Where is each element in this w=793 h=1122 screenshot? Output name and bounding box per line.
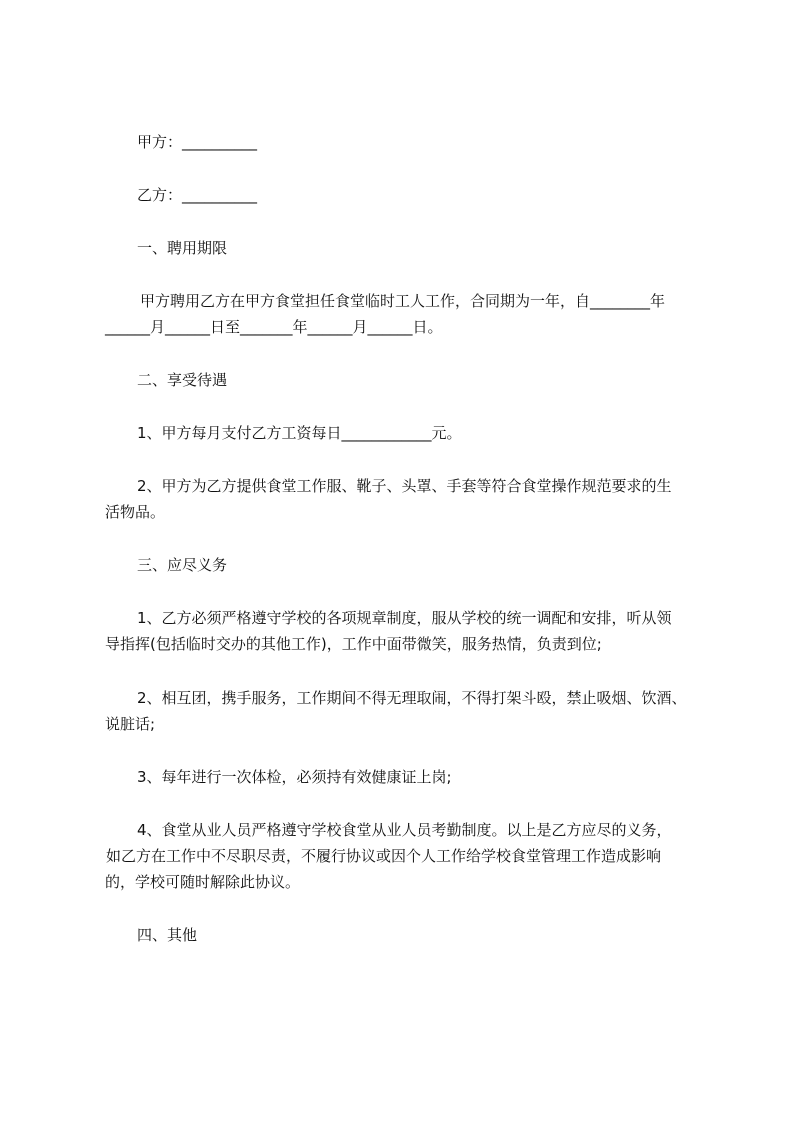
- paragraph-line: 2、相互团，携手服务，工作期间不得无理取闹，不得打架斗殴，禁止吸烟、饮酒、: [137, 689, 687, 707]
- section-heading: 三、应尽义务: [137, 556, 228, 574]
- party-b-line: 乙方：__________: [137, 186, 258, 204]
- section-heading: 四、其他: [137, 926, 198, 944]
- paragraph-line: 3、每年进行一次体检，必须持有效健康证上岗;: [137, 768, 452, 786]
- paragraph-line: 的，学校可随时解除此协议。: [105, 873, 301, 891]
- paragraph-line: 1、甲方每月支付乙方工资每日____________元。: [137, 424, 462, 442]
- paragraph-line: 1、乙方必须严格遵守学校的各项规章制度，服从学校的统一调配和安排，听从领: [137, 609, 672, 627]
- paragraph-line: 活物品。: [105, 503, 166, 521]
- paragraph-line: 4、食堂从业人员严格遵守学校食堂从业人员考勤制度。以上是乙方应尽的义务，: [137, 821, 672, 839]
- paragraph-line: 导指挥(包括临时交办的其他工作)，工作中面带微笑，服务热情，负责到位;: [105, 635, 602, 653]
- paragraph-line: 说脏话;: [105, 715, 156, 733]
- section-heading: 二、享受待遇: [137, 371, 228, 389]
- paragraph-line: ______月______日至_______年______月______日。: [105, 318, 443, 336]
- paragraph-line: 2、甲方为乙方提供食堂工作服、靴子、头罩、手套等符合食堂操作规范要求的生: [137, 477, 672, 495]
- paragraph-line: 如乙方在工作中不尽职尽责，不履行协议或因个人工作给学校食堂管理工作造成影响: [106, 847, 662, 865]
- party-a-line: 甲方：__________: [137, 133, 258, 151]
- paragraph-line: 甲方聘用乙方在甲方食堂担任食堂临时工人工作，合同期为一年，自________年: [140, 292, 666, 310]
- section-heading: 一、聘用期限: [137, 239, 228, 257]
